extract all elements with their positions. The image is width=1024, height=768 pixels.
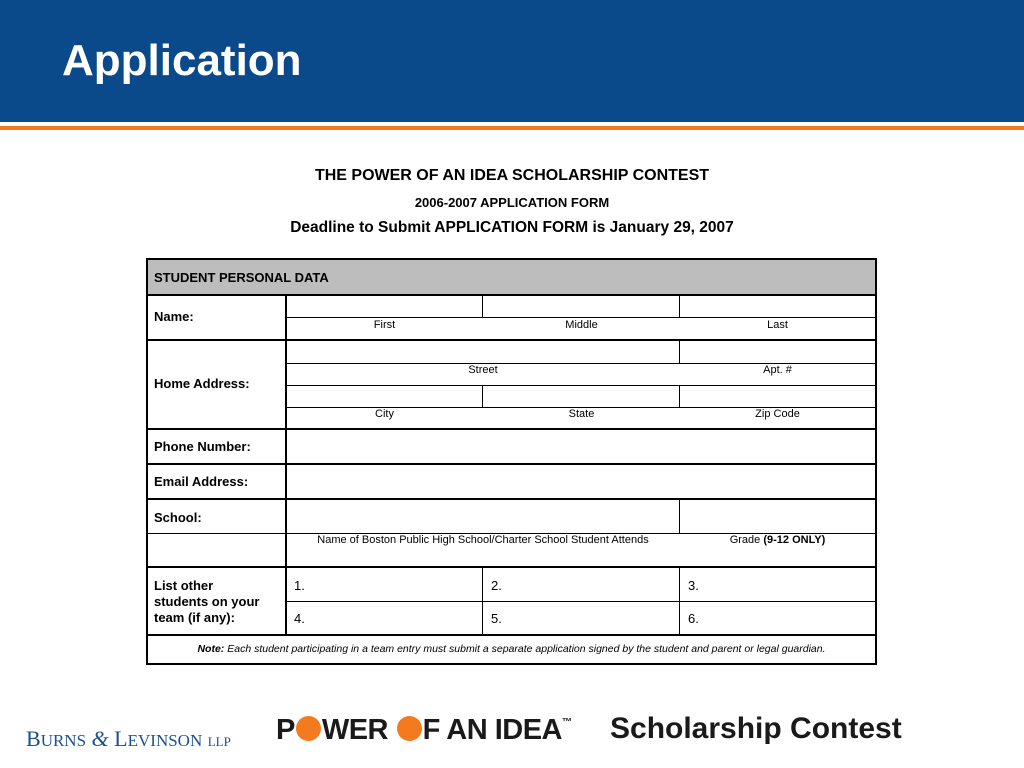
- divider: [482, 385, 483, 407]
- team-slot: 5.: [491, 611, 502, 626]
- home-address-label: Home Address:: [154, 376, 250, 391]
- divider: [679, 500, 680, 533]
- burns-levinson-logo: [26, 726, 231, 752]
- logo-letter: B: [26, 726, 41, 751]
- team-slot: 4.: [294, 611, 305, 626]
- divider: [286, 385, 875, 386]
- divider: [148, 428, 875, 430]
- city-caption: City: [375, 408, 394, 420]
- team-label: [154, 578, 259, 626]
- divider: [482, 295, 483, 317]
- team-slot: 2.: [491, 578, 502, 593]
- team-label-line: team (if any):: [154, 610, 235, 625]
- email-label: Email Address:: [154, 474, 249, 489]
- team-slot: 6.: [688, 611, 699, 626]
- header-divider-orange: [0, 126, 1024, 130]
- application-form: [146, 258, 877, 665]
- logo-letter: F AN IDEA: [422, 714, 563, 746]
- zip-caption: Zip Code: [755, 408, 800, 420]
- grade-range: (9-12 ONLY): [763, 534, 826, 546]
- divider: [148, 634, 875, 636]
- apt-caption: Apt. #: [763, 364, 792, 376]
- note-text: Each student participating in a team entry must submit a separate application signed by the student and parent or legal guardian.: [224, 643, 826, 655]
- form-heading: THE POWER OF AN IDEA SCHOLARSHIP CONTEST: [314, 167, 710, 184]
- team-slot: 1.: [294, 578, 305, 593]
- team-label-line: students on your: [154, 594, 260, 609]
- school-label: School:: [154, 510, 202, 525]
- note-prefix: Note:: [197, 643, 225, 655]
- middle-name-caption: Middle: [565, 319, 598, 331]
- divider: [148, 339, 875, 341]
- section-title: STUDENT PERSONAL DATA: [154, 270, 329, 285]
- phone-label: Phone Number:: [154, 439, 251, 454]
- grade-prefix: Grade: [729, 534, 761, 546]
- divider: [148, 498, 875, 500]
- scholarship-contest-text: Scholarship Contest: [610, 712, 902, 745]
- first-name-caption: First: [373, 319, 396, 331]
- form-deadline: Deadline to Submit APPLICATION FORM is January 29, 2007: [290, 219, 734, 236]
- orange-dot-icon: [296, 716, 321, 741]
- logo-letter: WER: [321, 714, 389, 746]
- divider: [148, 566, 875, 568]
- form-note: [148, 643, 875, 655]
- trademark: ™: [562, 717, 572, 728]
- form-subheading: 2006-2007 APPLICATION FORM: [414, 195, 610, 210]
- divider: [286, 601, 875, 602]
- name-label: Name:: [154, 309, 194, 324]
- divider: [679, 295, 680, 317]
- logo-letter: URNS: [40, 731, 87, 750]
- divider: [679, 341, 680, 363]
- divider: [148, 294, 875, 296]
- team-label-line: List other: [154, 578, 214, 593]
- power-of-an-idea-logo: [276, 714, 572, 747]
- logo-letter: EVINSON: [127, 731, 203, 750]
- state-caption: State: [568, 408, 595, 420]
- logo-letter: L: [114, 726, 128, 751]
- divider: [679, 385, 680, 407]
- logo-letter: &: [91, 726, 109, 751]
- street-caption: Street: [468, 364, 498, 376]
- slide-title: Application: [62, 36, 302, 85]
- team-slot: 3.: [688, 578, 699, 593]
- label-column-divider: [285, 295, 287, 635]
- school-caption: Name of Boston Public High School/Charter School Student Attends: [317, 534, 649, 546]
- logo-letter: P: [276, 714, 295, 746]
- divider: [148, 463, 875, 465]
- divider: [286, 317, 875, 318]
- last-name-caption: Last: [767, 319, 788, 331]
- logo-letter: LLP: [207, 734, 231, 749]
- orange-dot-icon: [397, 716, 422, 741]
- footer: [0, 706, 1024, 756]
- grade-caption: [680, 534, 875, 546]
